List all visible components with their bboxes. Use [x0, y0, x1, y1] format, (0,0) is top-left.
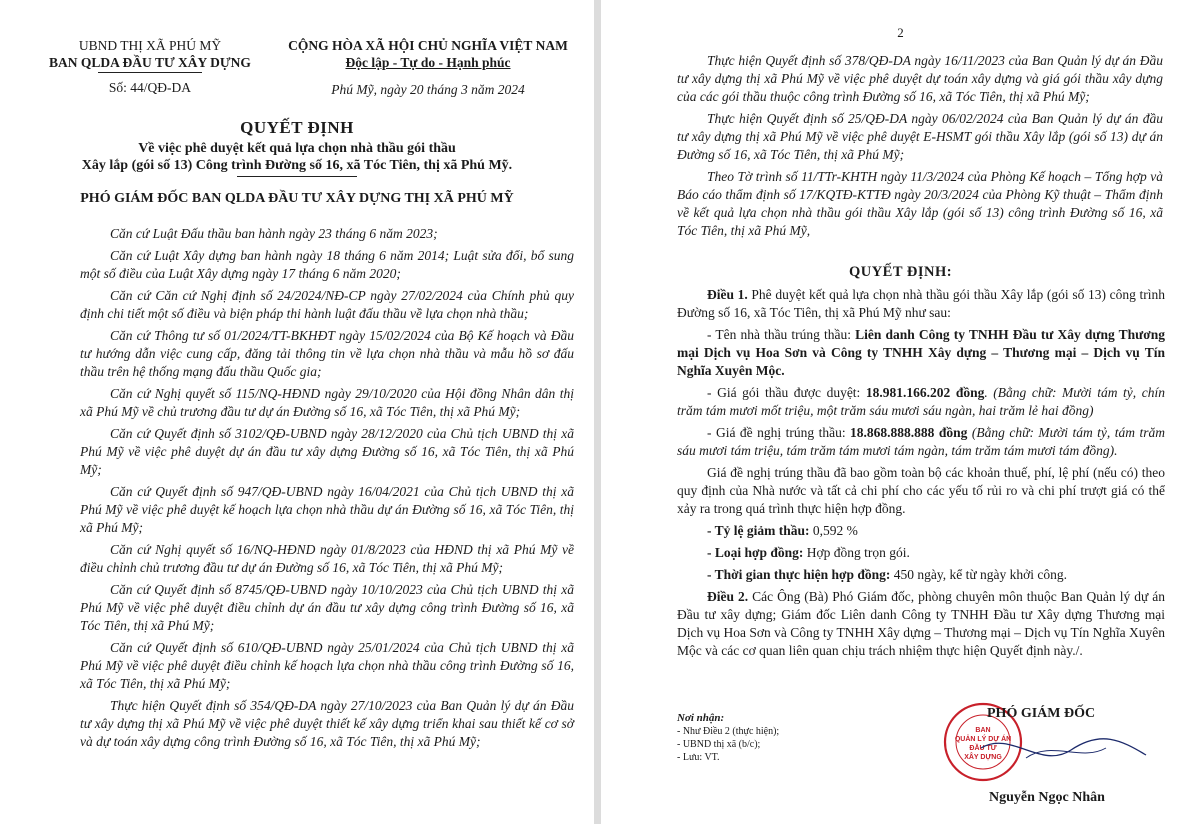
document-subject: [60, 140, 534, 177]
winning-bid-label: - Giá đề nghị trúng thầu:: [707, 425, 851, 440]
legal-basis: Căn cứ Căn cứ Nghị định số 24/2024/NĐ-CP ngày 27/02/2024 của Chính phủ quy định chi tiết một số điều và biện pháp thi hành luật đấu thầu về lựa chọn nhà thầu;: [80, 288, 574, 321]
legal-bases-list: [80, 225, 574, 755]
legal-basis: Căn cứ Nghị quyết số 115/NQ-HĐND ngày 29/10/2020 của Hội đồng Nhân dân thị xã Phú Mỹ về chủ trương đầu tư dự án Đường số 16, xã Tóc Tiên, thị xã Phú Mỹ;: [80, 386, 574, 419]
package-price-words: . (Bằng chữ: Mười tám tỷ, chín trăm tám mươi mốt triệu, một trăm sáu mươi sáu ngàn, hai trăm lẻ hai đồng): [677, 385, 1165, 418]
winning-bidder-name: Liên danh Công ty TNHH Đầu tư Xây dựng Thương mại Dịch vụ Hoa Sơn và Công ty TNHH Xây dựng – Thương mại – Dịch vụ Tín Nghĩa Xuyên Mộc.: [677, 327, 1166, 378]
article-1: [677, 286, 1165, 322]
package-price-value: 18.981.166.202 đồng: [865, 385, 985, 400]
document-page-2: [601, 0, 1200, 824]
recipients-title: Nơi nhận:: [677, 712, 725, 724]
legal-basis: Căn cứ Nghị quyết số 16/NQ-HĐND ngày 01/8/2023 của HĐND thị xã Phú Mỹ về điều chỉnh chủ trương đầu tư dự án Đường số 16, xã Tóc Tiên, thị xã Phú Mỹ;: [80, 542, 574, 575]
legal-basis: Căn cứ Thông tư số 01/2024/TT-BKHĐT ngày 15/02/2024 của Bộ Kế hoạch và Đầu tư hướng dẫn việc cung cấp, đăng tải thông tin về lựa chọn nhà thầu và mẫu hồ sơ đấu thầu trên hệ thống mạng đấu thầu Quốc gia;: [80, 328, 574, 379]
price-note: Giá đề nghị trúng thầu đã bao gồm toàn bộ các khoản thuế, phí, lệ phí (nếu có) theo quy định của Nhà nước và tất cả chi phí cho các yếu tố rủi ro và chi phí trượt giá có thể xảy ra trong quá trình thực hiện hợp đồng.: [677, 465, 1165, 516]
national-header: [278, 37, 578, 98]
contract-duration-value: 450 ngày, kể từ ngày khởi công.: [890, 567, 1068, 582]
svg-text:ĐẦU TƯ: ĐẦU TƯ: [969, 745, 997, 752]
contract-type-label: - Loại hợp đồng:: [707, 545, 804, 560]
winning-bid-words: (Bằng chữ: Mười tám tỷ, tám trăm sáu mươi tám triệu, tám trăm tám mươi tám ngàn, tám trăm tám mươi tám đồng).: [677, 425, 1165, 458]
svg-text:BAN: BAN: [975, 727, 991, 734]
legal-basis: Căn cứ Quyết định số 610/QĐ-UBND ngày 25/01/2024 của Chủ tịch UBND thị xã Phú Mỹ về việc phê duyệt điều chỉnh kế hoạch lựa chọn nhà thầu công trình Đường số 16, xã Tóc Tiên, thị xã Phú Mỹ;: [80, 640, 574, 691]
package-price-label: - Giá gói thầu được duyệt:: [707, 385, 866, 400]
legal-bases-continued: [677, 52, 1163, 244]
national-motto: Độc lập - Tự do - Hạnh phúc: [345, 55, 511, 70]
contract-duration: [677, 566, 1165, 584]
legal-basis: Căn cứ Quyết định số 947/QĐ-UBND ngày 16/04/2021 của Chủ tịch UBND thị xã Phú Mỹ về việc phê duyệt kế hoạch lựa chọn nhà thầu dự án Đường số 16, xã Tóc Tiên, thị xã Phú Mỹ;: [80, 484, 574, 535]
discount-rate: [677, 522, 1165, 540]
legal-basis: Căn cứ Luật Xây dựng ban hành ngày 18 tháng 6 năm 2014; Luật sửa đổi, bổ sung một số điều của Luật Xây dựng ngày 17 tháng 6 năm 2020;: [80, 248, 574, 281]
recipient-item: - UBND thị xã (b/c);: [677, 739, 761, 750]
winning-bidder: [677, 326, 1165, 380]
contract-type-value: Hợp đồng trọn gói.: [803, 545, 910, 560]
subject-line-2: Xây lắp (gói số 13) Công trình Đường số 16, xã Tóc Tiên, thị xã Phú Mỹ.: [81, 158, 513, 173]
subject-underline: [237, 176, 357, 177]
legal-basis: Theo Tờ trình số 11/TTr-KHTH ngày 11/3/2024 của Phòng Kế hoạch – Tổng hợp và Báo cáo thẩm định số 17/KQTĐ-KTTĐ ngày 20/3/2024 của Phòng Kỹ thuật – Thẩm định về kết quả lựa chọn nhà thầu gói thầu Xây lắp (gói số 13) công trình Đường số 16, xã Tóc Tiên, thị xã Phú Mỹ,: [677, 169, 1163, 238]
document-title: QUYẾT ĐỊNH: [240, 118, 354, 137]
article-2-text: Các Ông (Bà) Phó Giám đốc, phòng chuyên môn thuộc Ban Quản lý dự án Đầu tư xây dựng; Giám đốc Liên danh Công ty TNHH Đầu tư Xây dựng Thương mại Dịch vụ Hoa Sơn và Công ty TNHH Xây dựng – Thương mại – Dịch vụ Tín Nghĩa Xuyên Mộc và các cơ quan liên quan chịu trách nhiệm thực hiện Quyết định này./.: [677, 589, 1165, 658]
nation-name: CỘNG HÒA XÃ HỘI CHỦ NGHĨA VIỆT NAM: [288, 38, 568, 53]
article-2: [677, 588, 1165, 660]
legal-basis: Thực hiện Quyết định số 354/QĐ-DA ngày 27/10/2023 của Ban Quản lý dự án Đầu tư xây dựng thị xã Phú Mỹ về việc phê duyệt thiết kế xây dựng triển khai sau thiết kế cơ sở và dự toán xây dựng công trình Đường số 16, xã Tóc Tiên, thị xã Phú Mỹ;: [80, 698, 574, 749]
svg-text:XÂY DỰNG: XÂY DỰNG: [964, 754, 1002, 761]
signature-block: [931, 700, 1171, 810]
legal-basis: Căn cứ Quyết định số 8745/QĐ-UBND ngày 10/10/2023 của Chủ tịch UBND thị xã Phú Mỹ về việc phê duyệt điều chỉnh dự án đầu tư xây dựng công trình Đường số 16, xã Tóc Tiên, thị xã Phú Mỹ;: [80, 582, 574, 633]
package-price: [677, 384, 1165, 420]
legal-basis: Căn cứ Luật Đấu thầu ban hành ngày 23 tháng 6 năm 2023;: [110, 226, 438, 241]
winning-bid-value: 18.868.888.888 đồng: [850, 425, 968, 440]
issuing-authority: PHÓ GIÁM ĐỐC BAN QLDA ĐẦU TƯ XÂY DỰNG THỊ XÃ PHÚ MỸ: [80, 191, 514, 206]
document-page-1: [0, 0, 594, 824]
legal-basis: Thực hiện Quyết định số 25/QĐ-DA ngày 06/02/2024 của Ban Quản lý dự án đầu tư xây dựng thị xã Phú Mỹ về việc phê duyệt E-HSMT gói thầu Xây lắp (gói số 13) dự án Đường số 16, xã Tóc Tiên, thị xã Phú Mỹ;: [677, 111, 1163, 162]
signer-name: Nguyễn Ngọc Nhân: [989, 790, 1105, 805]
article-2-label: Điều 2.: [707, 589, 749, 604]
contract-type: [677, 544, 1165, 562]
recipients-block: [677, 712, 877, 764]
winning-bid-price: [677, 424, 1165, 460]
agency-underline: [98, 72, 202, 73]
agency-parent: UBND THỊ XÃ PHÚ MỸ: [78, 38, 222, 53]
discount-rate-value: 0,592 %: [809, 523, 858, 538]
legal-basis: Thực hiện Quyết định số 378/QĐ-DA ngày 16/11/2023 của Ban Quản lý dự án Đầu tư xây dựng thị xã Phú Mỹ về việc phê duyệt dự toán xây dựng và giá gói thầu xây dựng của các gói thầu thuộc công trình Đường số 16, xã Tóc Tiên, thị xã Phú Mỹ;: [677, 53, 1163, 104]
svg-text:QUẢN LÝ DỰ ÁN: QUẢN LÝ DỰ ÁN: [954, 736, 1012, 743]
recipient-item: - Như Điều 2 (thực hiện);: [677, 726, 780, 737]
subject-line-1: Về việc phê duyệt kết quả lựa chọn nhà thầu gói thầu: [138, 141, 456, 156]
issuing-agency-header: [40, 37, 260, 96]
page-number: 2: [897, 25, 904, 40]
winning-bidder-label: - Tên nhà thầu trúng thầu:: [707, 327, 856, 342]
article-1-text: Phê duyệt kết quả lựa chọn nhà thầu gói thầu Xây lắp (gói số 13) công trình Đường số 16, xã Tóc Tiên, thị xã Phú Mỹ như sau:: [677, 287, 1166, 320]
decision-heading: QUYẾT ĐỊNH:: [848, 264, 953, 280]
place-date: Phú Mỹ, ngày 20 tháng 3 năm 2024: [331, 82, 525, 97]
signer-title: PHÓ GIÁM ĐỐC: [987, 706, 1096, 721]
article-1-label: Điều 1.: [707, 287, 748, 302]
contract-duration-label: - Thời gian thực hiện hợp đồng:: [707, 567, 891, 582]
legal-basis: Căn cứ Quyết định số 3102/QĐ-UBND ngày 28/12/2020 của Chủ tịch UBND thị xã Phú Mỹ về việc phê duyệt dự án đầu tư xây dựng Đường số 16, xã Tóc Tiên, thị xã Phú Mỹ;: [80, 426, 574, 477]
discount-rate-label: - Tỷ lệ giảm thầu:: [707, 523, 810, 538]
document-number: Số: 44/QĐ-DA: [108, 80, 192, 95]
recipient-item: - Lưu: VT.: [677, 752, 720, 763]
agency-name: BAN QLDA ĐẦU TƯ XÂY DỰNG: [49, 55, 251, 70]
decision-body: [677, 286, 1165, 664]
